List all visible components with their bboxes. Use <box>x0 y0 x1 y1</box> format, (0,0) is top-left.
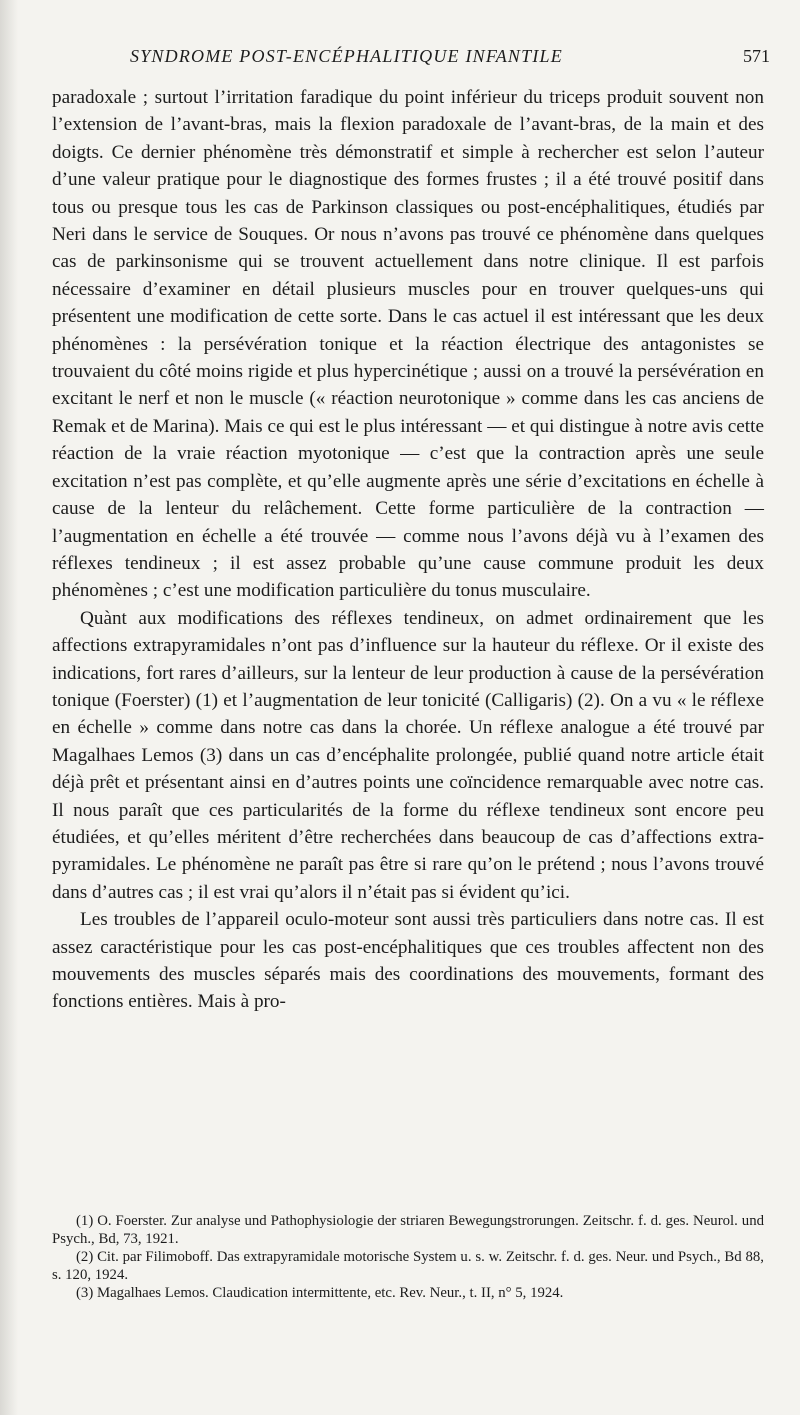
body-text <box>52 84 764 1016</box>
footnote: (2) Cit. par Filimoboff. Das extrapyramidale motorische System u. s. w. Zeitschr. f. d. ges. Neur. und Psych., Bd 88, s. 120, 1924. <box>52 1249 764 1283</box>
page-header <box>95 46 770 72</box>
page-edge <box>0 0 18 1415</box>
paragraph: paradoxale ; surtout l’irritation faradique du point inférieur du triceps produit souvent non l’extension de l’avant-bras, mais la flexion paradoxale de l’avant-bras, de la main et des doigts. Ce dernier phénomène très démonstratif et simple à rechercher est selon l’auteur d’une valeur pratique pour le diagnostique des formes frustes ; il a été trouvé positif dans tous ou presque tous les cas de Parkinson classiques ou post-encéphalitiques, étudiés par Neri dans le service de Souques. Or nous n’avons pas trouvé ce phénomène dans quelques cas de parkinsonisme qui se trouvent actuellement dans notre clinique. Il est parfois nécessaire d’examiner en détail plusieurs muscles pour en trouver quelques-uns qui présentent une modification de cette sorte. Dans le cas actuel il est intéressant que les deux phénomènes : la persévération tonique et la réaction électrique des antagonistes se trouvaient du côté moins rigide et plus hypercinétique ; aussi on a trouvé la persévération en excitant le nerf et non le muscle (« réaction neurotonique » comme dans les cas anciens de Remak et de Marina). Mais ce qui est le plus intéressant — et qui distingue à notre avis cette réaction de la vraie réaction myotonique — c’est que la contraction après une seule excitation n’est pas complète, et qu’elle augmente après une série d’excitations en échelle à cause de la lenteur du relâchement. Cette forme particulière de la contraction — l’augmentation en échelle a été trouvée — comme nous l’avons déjà vu à l’examen des réflexes tendineux ; il est assez probable qu’une cause commune produit les deux phénomènes ; c’est une modification particulière du tonus musculaire. <box>52 87 764 602</box>
paragraph: Les troubles de l’appareil oculo-moteur sont aussi très particuliers dans notre cas. Il est assez caractéristique pour les cas post-encéphalitiques que ces troubles affectent non des mouvements des muscles séparés mais des coordinations des mouvements, formant des fonctions entières. Mais à pro- <box>52 909 764 1013</box>
footnote: (1) O. Foerster. Zur analyse und Pathophysiologie der striaren Bewegungstrorungen. Zeitschr. f. d. ges. Neurol. und Psych., Bd, 73, 1921. <box>52 1213 764 1247</box>
running-title: SYNDROME POST-ENCÉPHALITIQUE INFANTILE <box>130 46 563 66</box>
footnote: (3) Magalhaes Lemos. Claudication intermittente, etc. Rev. Neur., t. II, n° 5, 1924. <box>76 1285 564 1301</box>
footnotes <box>52 1212 764 1302</box>
paragraph: Quànt aux modifications des réflexes tendineux, on admet ordinairement que les affections extrapyramidales n’ont pas d’influence sur la hauteur du réflexe. Or il existe des indications, fort rares d’ailleurs, sur la lenteur de leur production à cause de la persévération tonique (Foerster) (1) et l’augmentation de leur tonicité (Calligaris) (2). On a vu « le réflexe en échelle » comme dans notre cas dans la chorée. Un réflexe analogue a été trouvé par Magalhaes Lemos (3) dans un cas d’encéphalite prolongée, publié quand notre article était déjà prêt et présentant ainsi en d’autres points une coïncidence remarquable avec notre cas. Il nous paraît que ces particularités de la forme du réflexe tendineux sont encore peu étudiées, et qu’elles méritent d’être recherchées dans beaucoup de cas d’affections extra-pyramidales. Le phénomène ne paraît pas être si rare qu’on le prétend ; nous l’avons trouvé dans d’autres cas ; il est vrai qu’alors il n’était pas si évident qu’ici. <box>52 607 764 903</box>
page-number: 571 <box>743 46 770 66</box>
